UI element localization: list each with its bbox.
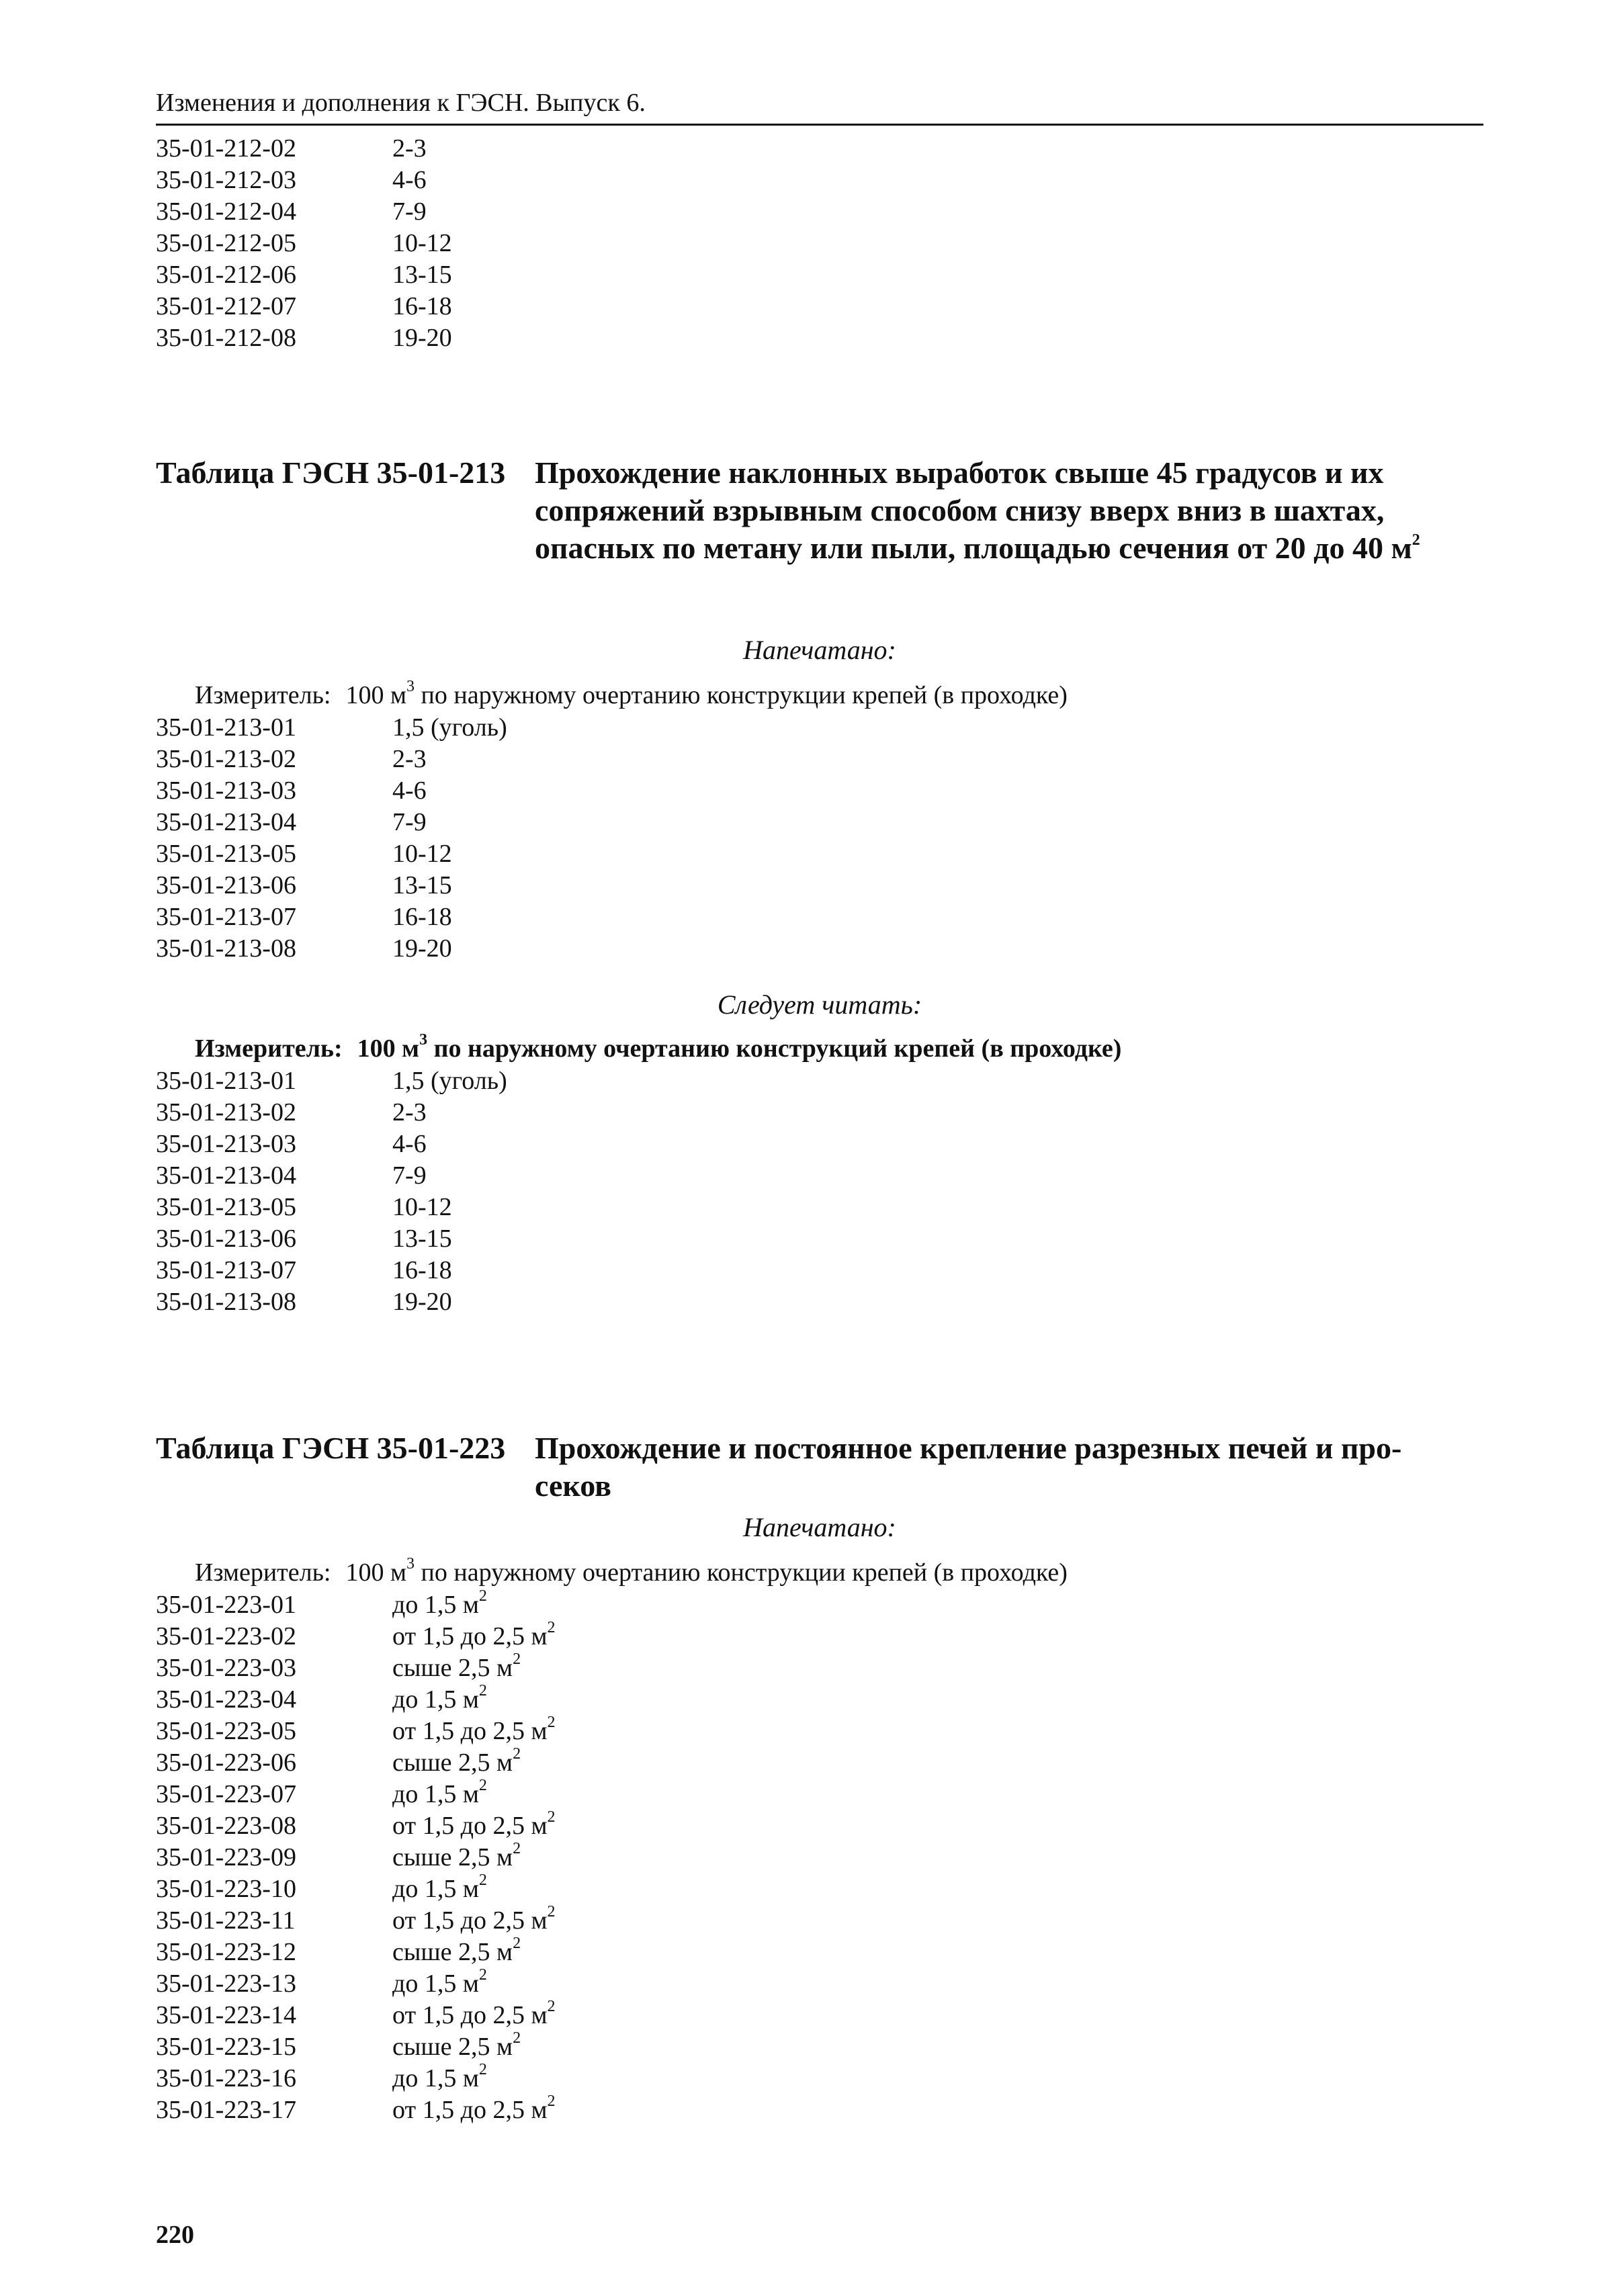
measure-label: Измеритель:: [195, 1558, 331, 1587]
row-value: до 1,5 м: [392, 1875, 479, 1903]
row-value-sup: 2: [478, 2061, 487, 2079]
table-223-printed-label: Напечатано:: [743, 1512, 896, 1542]
measure-sup: 3: [419, 1031, 428, 1049]
list-item: [156, 744, 427, 775]
row-code: 35-01-223-01: [156, 1591, 296, 1619]
row-code: 35-01-223-05: [156, 1717, 296, 1745]
row-code: 35-01-213-05: [156, 840, 296, 868]
row-value: до 1,5 м: [392, 1685, 479, 1714]
row-value: сыше 2,5 м: [392, 1749, 513, 1777]
row-value-sup: 2: [478, 1966, 487, 1984]
list-item: [156, 712, 507, 744]
row-value: 10-12: [392, 229, 452, 257]
row-value: сыше 2,5 м: [392, 1938, 513, 1966]
list-item: [156, 870, 452, 901]
row-value-sup: 2: [478, 1777, 487, 1795]
table-213-title-sup: 2: [1412, 531, 1420, 549]
row-code: 35-01-213-08: [156, 1288, 296, 1316]
table-213-prefix: Таблица ГЭСН 35-01-213: [156, 455, 506, 490]
row-value: сыше 2,5 м: [392, 1843, 513, 1871]
list-item: [156, 775, 427, 807]
row-code: 35-01-212-06: [156, 261, 296, 289]
list-item: [156, 2000, 556, 2031]
list-item: [156, 2094, 556, 2126]
row-value-sup: 2: [513, 1840, 521, 1858]
row-value-sup: 2: [478, 1587, 487, 1605]
table-223-measure: [195, 1557, 1068, 1589]
list-item: [156, 2063, 487, 2094]
row-value: 16-18: [392, 903, 452, 931]
row-value: 4-6: [392, 777, 427, 805]
measure-label: Измеритель:: [195, 1034, 343, 1063]
list-item: [156, 1255, 452, 1286]
list-item: [156, 807, 427, 838]
list-item: [156, 259, 452, 291]
row-value: от 1,5 до 2,5 м: [392, 1812, 548, 1840]
row-code: 35-01-213-08: [156, 934, 296, 963]
row-value-sup: 2: [547, 1903, 556, 1921]
row-value: 13-15: [392, 1225, 452, 1253]
list-item: [156, 1810, 556, 1842]
list-item: [156, 1873, 487, 1905]
row-value: до 1,5 м: [392, 2064, 479, 2092]
table-223-prefix: Таблица ГЭСН 35-01-223: [156, 1431, 506, 1465]
row-value-sup: 2: [513, 1935, 521, 1953]
measure-unit: 100 м: [345, 681, 407, 709]
list-item: [156, 322, 452, 354]
row-code: 35-01-223-17: [156, 2096, 296, 2124]
list-item: [156, 1223, 452, 1255]
row-code: 35-01-213-03: [156, 777, 296, 805]
table-213-printed-label: Напечатано:: [743, 635, 896, 665]
row-value: от 1,5 до 2,5 м: [392, 1622, 548, 1650]
list-item: [156, 1716, 556, 1747]
list-item: [156, 1097, 427, 1129]
row-code: 35-01-223-03: [156, 1654, 296, 1682]
row-code: 35-01-223-13: [156, 1970, 296, 1998]
row-value-sup: 2: [547, 1808, 556, 1826]
row-value: до 1,5 м: [392, 1970, 479, 1998]
list-item: [156, 1779, 487, 1810]
row-code: 35-01-223-14: [156, 2001, 296, 2029]
page-header-title: Изменения и дополнения к ГЭСН. Выпуск 6.: [156, 89, 646, 117]
row-value-sup: 2: [547, 1714, 556, 1732]
row-value-sup: 2: [547, 1998, 556, 2016]
measure-text: по наружному очертанию конструкции крепей (в проходке): [415, 1558, 1068, 1587]
measure-unit: 100 м: [357, 1034, 420, 1063]
row-code: 35-01-223-07: [156, 1780, 296, 1808]
row-code: 35-01-212-04: [156, 197, 296, 226]
list-item: [156, 1968, 487, 2000]
row-value-sup: 2: [478, 1682, 487, 1700]
list-item: [156, 1589, 487, 1621]
row-value: от 1,5 до 2,5 м: [392, 2096, 548, 2124]
row-value: до 1,5 м: [392, 1591, 479, 1619]
row-value: от 1,5 до 2,5 м: [392, 2001, 548, 2029]
page-number: 220: [156, 2221, 194, 2249]
row-value-sup: 2: [478, 1871, 487, 1890]
row-value: от 1,5 до 2,5 м: [392, 1906, 548, 1935]
row-code: 35-01-213-03: [156, 1130, 296, 1158]
row-code: 35-01-213-01: [156, 1067, 296, 1095]
row-code: 35-01-212-05: [156, 229, 296, 257]
row-code: 35-01-223-08: [156, 1812, 296, 1840]
table-213-printed-measure: [195, 680, 1068, 711]
list-item: [156, 1065, 507, 1097]
row-value-sup: 2: [547, 2092, 556, 2111]
row-code: 35-01-213-07: [156, 1256, 296, 1284]
row-value: 10-12: [392, 1193, 452, 1221]
row-value: до 1,5 м: [392, 1780, 479, 1808]
measure-text: по наружному очертанию конструкций крепей (в проходке): [427, 1034, 1122, 1063]
row-value: 19-20: [392, 934, 452, 963]
row-value: 19-20: [392, 1288, 452, 1316]
list-item: [156, 1905, 556, 1937]
row-code: 35-01-223-10: [156, 1875, 296, 1903]
row-code: 35-01-223-15: [156, 2033, 296, 2061]
measure-sup: 3: [406, 678, 415, 696]
row-code: 35-01-223-06: [156, 1749, 296, 1777]
row-code: 35-01-223-09: [156, 1843, 296, 1871]
row-value-sup: 2: [513, 1745, 521, 1763]
list-item: [156, 196, 427, 228]
row-value: 1,5 (уголь): [392, 713, 507, 742]
row-value-sup: 2: [513, 1650, 521, 1669]
list-item: [156, 838, 452, 870]
measure-label: Измеритель:: [195, 681, 331, 709]
row-value: 4-6: [392, 1130, 427, 1158]
row-code: 35-01-213-06: [156, 871, 296, 899]
row-code: 35-01-213-06: [156, 1225, 296, 1253]
measure-text: по наружному очертанию конструкции крепей (в проходке): [415, 681, 1068, 709]
list-item: [156, 228, 452, 259]
row-value: 10-12: [392, 840, 452, 868]
row-code: 35-01-212-07: [156, 292, 296, 320]
list-item: [156, 1842, 521, 1873]
row-code: 35-01-213-04: [156, 1161, 296, 1190]
list-item: [156, 165, 427, 196]
table-213-title: [535, 454, 1475, 567]
row-code: 35-01-213-04: [156, 808, 296, 836]
row-code: 35-01-212-02: [156, 134, 296, 163]
list-item: [156, 1286, 452, 1318]
list-item: [156, 1937, 521, 1968]
row-value: 7-9: [392, 808, 427, 836]
row-value: 2-3: [392, 134, 427, 163]
row-value: 7-9: [392, 197, 427, 226]
row-value: сыше 2,5 м: [392, 1654, 513, 1682]
row-value: 2-3: [392, 745, 427, 773]
list-item: [156, 933, 452, 965]
table-223-title: Прохождение и постоянное крепление разрезных печей и про-секов: [535, 1431, 1402, 1503]
measure-sup: 3: [406, 1555, 415, 1573]
measure-unit: 100 м: [345, 1558, 407, 1587]
row-code: 35-01-223-11: [156, 1906, 296, 1935]
list-item: [156, 1652, 521, 1684]
list-item: [156, 1192, 452, 1223]
table-213-corrected-label: Следует читать:: [717, 989, 922, 1020]
list-item: [156, 133, 427, 165]
table-213-title-text: Прохождение наклонных выработок свыше 45 градусов и их сопряжений взрывным способом снизу вверх вниз в шахтах, опасных по метану или пыли, площадью сечения от 20 до 40 м: [535, 455, 1412, 565]
row-code: 35-01-223-12: [156, 1938, 296, 1966]
row-value: 1,5 (уголь): [392, 1067, 507, 1095]
list-item: [156, 1747, 521, 1779]
row-value: 7-9: [392, 1161, 427, 1190]
row-value: 16-18: [392, 292, 452, 320]
list-item: [156, 2031, 521, 2063]
header-rule: [156, 124, 1483, 126]
row-value-sup: 2: [547, 1619, 556, 1637]
row-value: 19-20: [392, 324, 452, 352]
list-item: [156, 1129, 427, 1160]
row-code: 35-01-213-02: [156, 745, 296, 773]
row-code: 35-01-213-07: [156, 903, 296, 931]
row-value: 16-18: [392, 1256, 452, 1284]
row-value: 13-15: [392, 261, 452, 289]
row-value: 4-6: [392, 166, 427, 194]
row-code: 35-01-212-08: [156, 324, 296, 352]
row-value: от 1,5 до 2,5 м: [392, 1717, 548, 1745]
row-code: 35-01-213-05: [156, 1193, 296, 1221]
list-item: [156, 901, 452, 933]
row-value: сыше 2,5 м: [392, 2033, 513, 2061]
table-213-corrected-measure: [195, 1033, 1121, 1065]
list-item: [156, 1684, 487, 1716]
row-code: 35-01-213-02: [156, 1098, 296, 1127]
list-item: [156, 1621, 556, 1652]
row-value: 13-15: [392, 871, 452, 899]
row-value: 2-3: [392, 1098, 427, 1127]
row-code: 35-01-223-04: [156, 1685, 296, 1714]
list-item: [156, 291, 452, 322]
row-code: 35-01-223-16: [156, 2064, 296, 2092]
row-code: 35-01-223-02: [156, 1622, 296, 1650]
list-item: [156, 1160, 427, 1192]
row-code: 35-01-213-01: [156, 713, 296, 742]
row-value-sup: 2: [513, 2029, 521, 2047]
row-code: 35-01-212-03: [156, 166, 296, 194]
